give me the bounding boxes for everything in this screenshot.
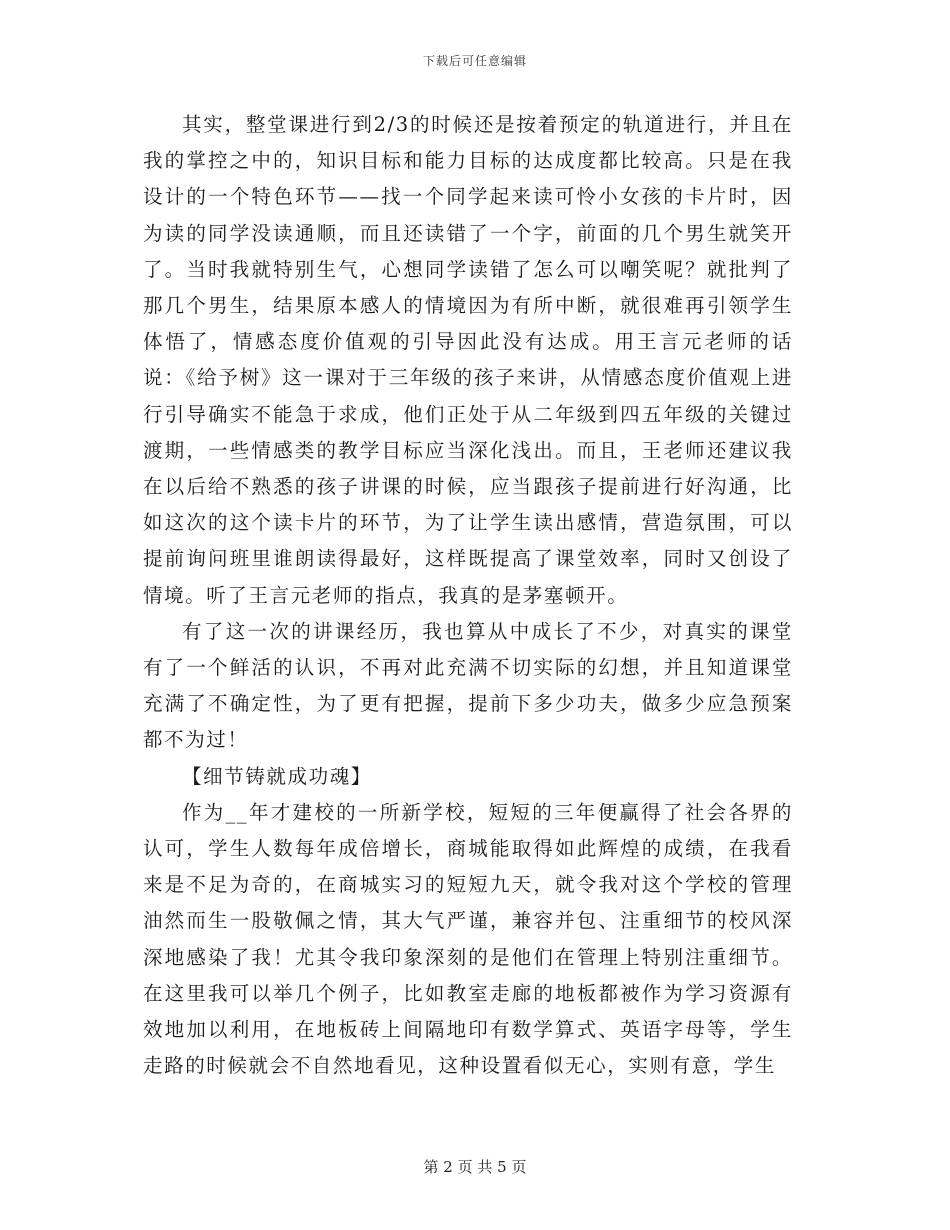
paragraph: 作为__年才建校的一所新学校，短短的三年便赢得了社会各界的认可，学生人数每年成倍增长，商城能取得如此辉煌的成绩，在我看来是不足为奇的，在商城实习的短短九天，就令我对这个学校的管理油然而生一股敬佩之情，其大气严谨，兼容并包、注重细节的校风深深地感染了我！尤其令我印象深刻的是他们在管理上特别注重细节。在这里我可以举几个例子，比如教室走廊的地板都被作为学习资源有效地加以利用，在地板砖上间隔地印有数学算式、英语字母等，学生走路的时候就会不自然地看见，这种设置看似无心，实则有意，学生 (143, 800, 793, 1078)
page-header: 下载后可任意编辑 (422, 54, 527, 68)
section-heading: 【细节铸就成功魂】 (182, 764, 372, 788)
paragraph: 有了这一次的讲课经历，我也算从中成长了不少，对真实的课堂有了一个鲜活的认识，不再对此充满不切实际的幻想，并且知道课堂充满了不确定性，为了更有把握，提前下多少功夫，做多少应急预案都不为过！ (143, 619, 793, 752)
paragraph: 其实，整堂课进行到2/3的时候还是按着预定的轨道进行，并且在我的掌控之中的，知识目标和能力目标的达成度都比较高。只是在我设计的一个特色环节——找一个同学起来读可怜小女孩的卡片时，因为读的同学没读通顺，而且还读错了一个字，前面的几个男生就笑开了。当时我就特别生气，心想同学读错了怎么可以嘲笑呢？就批判了那几个男生，结果原本感人的情境因为有所中断，就很难再引领学生体悟了，情感态度价值观的引导因此没有达成。用王言元老师的话说：《给予树》这一课对于三年级的孩子来讲，从情感态度价值观上进行引导确实不能急于求成，他们正处于从二年级到四五年级的关键过渡期，一些情感类的教学目标应当深化浅出。而且，王老师还建议我在以后给不熟悉的孩子讲课的时候，应当跟孩子提前进行好沟通，比如这次的这个读卡片的环节，为了让学生读出感情，营造氛围，可以提前询问班里谁朗读得最好，这样既提高了课堂效率，同时又创设了情境。听了王言元老师的指点，我真的是茅塞顿开。 (143, 113, 793, 607)
document-body (143, 107, 793, 1084)
page-number: 第 2 页 共 5 页 (423, 1158, 527, 1176)
